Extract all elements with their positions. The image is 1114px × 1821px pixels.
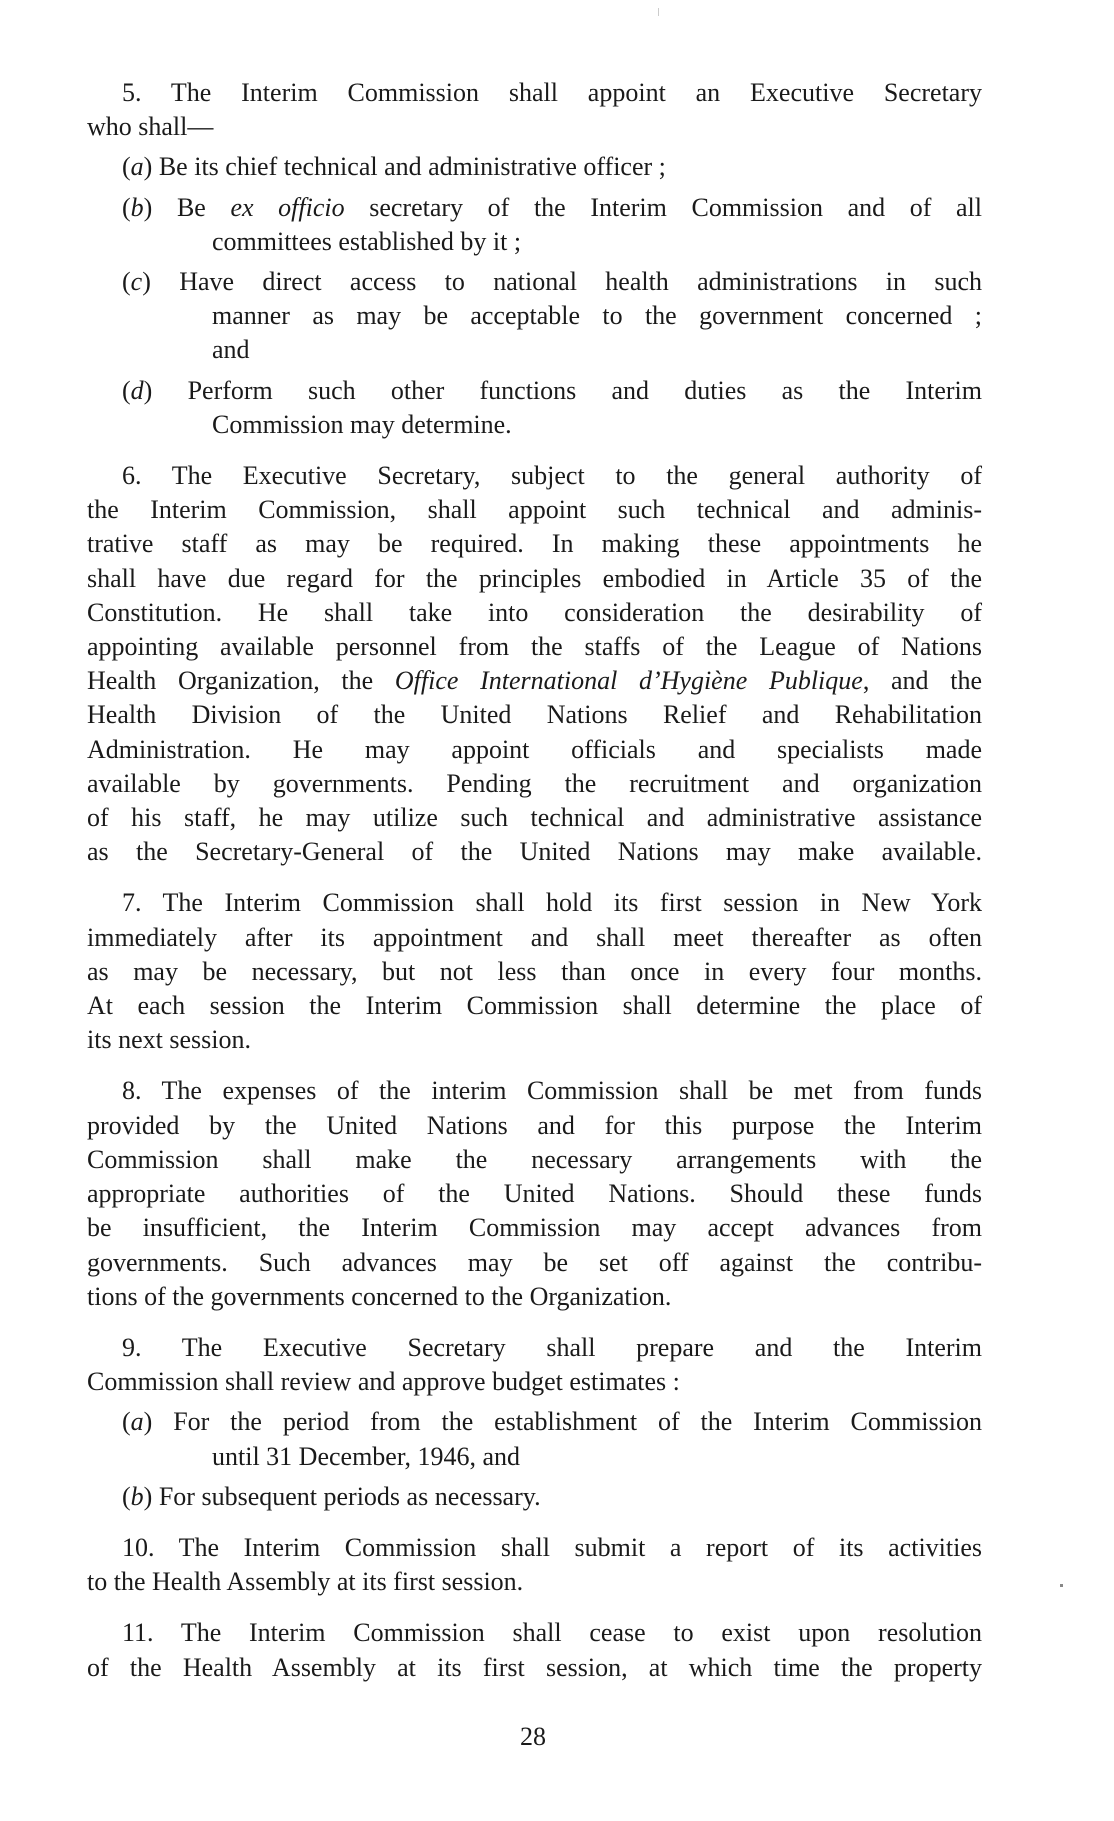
text-line bbox=[87, 191, 982, 225]
item-label-letter: d bbox=[130, 375, 144, 405]
text-line bbox=[87, 1480, 982, 1514]
text-line bbox=[87, 150, 982, 184]
list-item bbox=[87, 265, 982, 368]
text-line: Commission shall make the necessary arrangements with the bbox=[87, 1144, 982, 1174]
paragraph bbox=[87, 1331, 982, 1514]
text-line: of the Health Assembly at its first session, at which time the property bbox=[87, 1652, 982, 1682]
item-text: Have direct access to national health administrations in such bbox=[179, 267, 982, 297]
text-line: immediately after its appointment and shall meet thereafter as often bbox=[87, 922, 982, 952]
text-line: its next session. bbox=[87, 1025, 251, 1055]
paragraph bbox=[87, 1616, 982, 1684]
text-line: as the Secretary-General of the United Nations may make available. bbox=[87, 837, 982, 867]
item-text: For the period from the establishment of the Interim Commission bbox=[173, 1407, 982, 1437]
item-label-letter: b bbox=[130, 1481, 144, 1511]
item-label: (c) bbox=[122, 267, 180, 297]
list-item bbox=[87, 1405, 982, 1473]
italic-text: Office International d’Hygiène Publique bbox=[394, 666, 863, 696]
text-line: Health Organization, the Office International d’Hygiène Publique, and the bbox=[87, 666, 982, 696]
item-text: Be its chief technical and administrative officer ; bbox=[158, 152, 666, 182]
text-line: appropriate authorities of the United Nations. Should these funds bbox=[87, 1179, 982, 1209]
text-line: 10. The Interim Commission shall submit a report of its activities bbox=[122, 1532, 982, 1562]
paragraph bbox=[87, 1531, 982, 1599]
document-body bbox=[87, 76, 982, 1685]
list-item bbox=[87, 191, 982, 259]
item-label-letter: a bbox=[130, 1407, 144, 1437]
page-number: 28 bbox=[520, 1722, 546, 1751]
text-line: committees established by it ; bbox=[212, 226, 522, 256]
text-line: be insufficient, the Interim Commission may accept advances from bbox=[87, 1213, 982, 1243]
item-text: Perform such other functions and duties as the Interim bbox=[187, 375, 982, 405]
text-line bbox=[87, 265, 982, 299]
text-line: Health Division of the United Nations Relief and Rehabilitation bbox=[87, 700, 982, 730]
text-line: shall have due regard for the principles embodied in Article 35 of the bbox=[87, 563, 982, 593]
list-item bbox=[87, 1480, 982, 1514]
paragraph bbox=[87, 459, 982, 869]
text-line: as may be necessary, but not less than once in every four months. bbox=[87, 956, 982, 986]
text-line: the Interim Commission, shall appoint such technical and adminis- bbox=[87, 495, 982, 525]
text-line: appointing available personnel from the staffs of the League of Nations bbox=[87, 632, 982, 662]
item-label: (a) bbox=[122, 152, 159, 182]
text-line: At each session the Interim Commission shall determine the place of bbox=[87, 991, 982, 1021]
text-line: to the Health Assembly at its first session. bbox=[87, 1567, 524, 1597]
text-line: Commission shall review and approve budget estimates : bbox=[87, 1367, 680, 1397]
item-text: For subsequent periods as necessary. bbox=[158, 1481, 541, 1511]
item-label-letter: c bbox=[130, 267, 143, 297]
scan-artifact bbox=[658, 8, 659, 16]
item-label: (a) bbox=[122, 1407, 174, 1437]
list-item bbox=[87, 150, 982, 184]
text-line: 8. The expenses of the interim Commission shall be met from funds bbox=[122, 1076, 982, 1106]
text-line: governments. Such advances may be set off against the contribu- bbox=[87, 1247, 982, 1277]
text-line: available by governments. Pending the recruitment and organization bbox=[87, 768, 982, 798]
text-line: trative staff as may be required. In making these appointments he bbox=[87, 529, 982, 559]
text-line: until 31 December, 1946, and bbox=[212, 1441, 520, 1471]
text-line: Commission may determine. bbox=[212, 409, 512, 439]
text-line: Constitution. He shall take into consideration the desirability of bbox=[87, 597, 982, 627]
text-line: manner as may be acceptable to the government concerned ; bbox=[212, 301, 982, 331]
text-line bbox=[87, 1405, 982, 1439]
item-label: (d) bbox=[122, 375, 188, 405]
text-line: and bbox=[212, 335, 250, 365]
scan-artifact bbox=[1060, 1584, 1063, 1587]
text-line: 6. The Executive Secretary, subject to the general authority of bbox=[122, 461, 982, 491]
paragraph bbox=[87, 1074, 982, 1313]
paragraph bbox=[87, 886, 982, 1057]
text-line: 9. The Executive Secretary shall prepare and the Interim bbox=[122, 1332, 982, 1362]
text-line: tions of the governments concerned to the Organization. bbox=[87, 1281, 672, 1311]
text-line: of his staff, he may utilize such technical and administrative assistance bbox=[87, 803, 982, 833]
item-label: (b) bbox=[122, 192, 177, 222]
text-line: who shall— bbox=[87, 112, 214, 142]
item-label-letter: b bbox=[130, 192, 144, 222]
text-line: 5. The Interim Commission shall appoint an Executive Secretary bbox=[122, 78, 982, 107]
text-line bbox=[87, 374, 982, 408]
text-line: 11. The Interim Commission shall cease to exist upon resolution bbox=[122, 1618, 982, 1648]
text-line: Administration. He may appoint officials and specialists made bbox=[87, 734, 982, 764]
italic-text: ex officio bbox=[230, 192, 345, 222]
item-text: Be ex officio secretary of the Interim Commission and of all bbox=[176, 192, 982, 222]
item-label: (b) bbox=[122, 1481, 159, 1511]
text-line: 7. The Interim Commission shall hold its first session in New York bbox=[122, 888, 982, 918]
paragraph bbox=[87, 76, 982, 442]
item-label-letter: a bbox=[130, 152, 144, 182]
text-line: provided by the United Nations and for this purpose the Interim bbox=[87, 1110, 982, 1140]
list-item bbox=[87, 374, 982, 442]
